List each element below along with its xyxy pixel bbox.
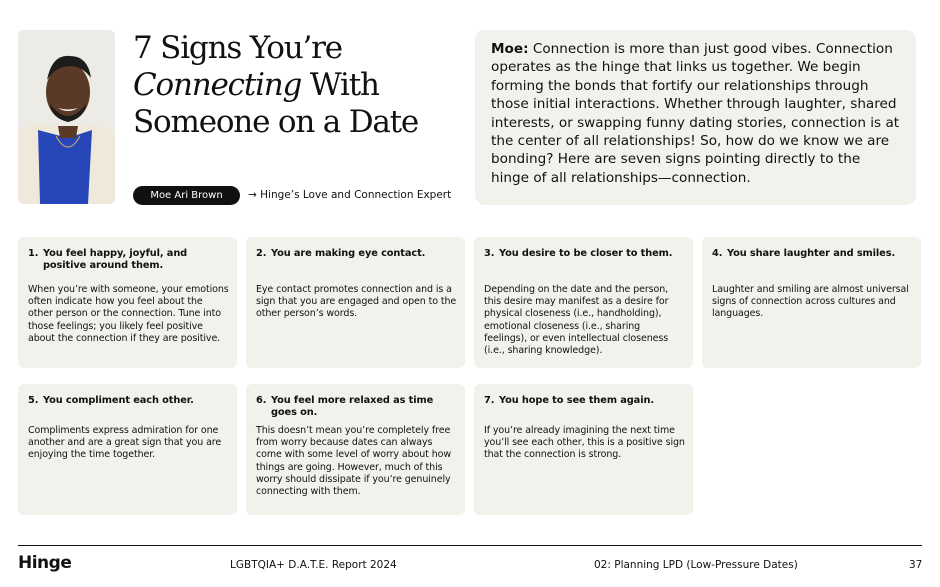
sign-heading xyxy=(256,395,455,420)
sign-body: Depending on the date and the person, this desire may manifest as a desire for physical closeness (i.e., handholding), emotional closeness (i.e., sharing feelings), or even intellectual closeness (i.e., sharing knowledge). xyxy=(484,284,669,357)
sign-number: 5. xyxy=(28,395,39,406)
title-line-2 xyxy=(133,67,463,104)
sign-number: 3. xyxy=(484,248,495,259)
sign-heading xyxy=(484,248,683,260)
page-number: 37 xyxy=(909,559,923,571)
sign-body: If you’re already imagining the next time you’ll see each other, this is a positive sign that the connection is strong. xyxy=(484,425,685,461)
title-line-2-rest: With xyxy=(301,67,379,103)
sign-body: Laughter and smiling are almost universal signs of connection across cultures and languages. xyxy=(712,284,909,320)
author-role: → Hinge’s Love and Connection Expert xyxy=(248,189,452,201)
title-line-3: Someone on a Date xyxy=(133,104,419,140)
sign-card-3 xyxy=(474,237,693,368)
quote-text: Connection is more than just good vibes. Connection operates as the hinge that links us together. We begin forming the bonds that fortify our relationships through those initial interactions. Whether through laughter, shared interests, or swapping funny dating stories, connection is at the center of all relationships! So, how do we know we are bonding? Here are seven signs pointing directly to the hinge of all relationships—connection. xyxy=(491,41,900,186)
sign-card-4 xyxy=(702,237,921,368)
hinge-logo: Hinge xyxy=(18,553,72,573)
sign-card-1 xyxy=(18,237,237,368)
sign-card-5 xyxy=(18,384,237,515)
sign-heading xyxy=(484,395,683,407)
sign-card-2 xyxy=(246,237,465,368)
sign-title: You feel happy, joyful, and positive around them. xyxy=(43,248,188,272)
sign-number: 4. xyxy=(712,248,723,259)
sign-card-7 xyxy=(474,384,693,515)
author-portrait-image xyxy=(18,30,115,204)
title-italic-word: Connecting xyxy=(133,67,302,103)
sign-heading xyxy=(256,248,455,260)
sign-title: You are making eye contact. xyxy=(271,248,426,259)
sign-heading xyxy=(28,248,227,273)
sign-title: You feel more relaxed as time goes on. xyxy=(271,395,434,419)
sign-title: You share laughter and smiles. xyxy=(727,248,896,259)
intro-quote xyxy=(475,30,916,205)
sign-body: When you’re with someone, your emotions often indicate how you feel about the other person or the connection. Tune into those feelings; you likely feel positive about the connection if they are positive. xyxy=(28,284,229,344)
sign-number: 6. xyxy=(256,395,267,406)
sign-body: Compliments express admiration for one another and are a great sign that you are enjoying the time together. xyxy=(28,425,222,461)
sign-heading xyxy=(712,248,911,260)
title-line-1: 7 Signs You’re xyxy=(133,30,342,66)
sign-number: 1. xyxy=(28,248,39,259)
sign-title: You hope to see them again. xyxy=(499,395,654,406)
author-photo xyxy=(18,30,115,204)
sign-body: This doesn’t mean you’re completely free from worry because dates can always come with some level of worry about how things are going. However, much of this worry should dissipate if you’re genuinely connecting with them. xyxy=(256,425,451,498)
quote-speaker: Moe: xyxy=(491,41,529,57)
sign-number: 7. xyxy=(484,395,495,406)
sign-title: You compliment each other. xyxy=(43,395,194,406)
sign-heading xyxy=(28,395,227,407)
sign-number: 2. xyxy=(256,248,267,259)
author-name-badge: Moe Ari Brown xyxy=(133,186,240,205)
page-title xyxy=(133,30,463,141)
footer-section: 02: Planning LPD (Low-Pressure Dates) xyxy=(594,559,798,571)
sign-card-6 xyxy=(246,384,465,515)
sign-title: You desire to be closer to them. xyxy=(499,248,673,259)
sign-body: Eye contact promotes connection and is a sign that you are engaged and open to the other person’s words. xyxy=(256,284,457,320)
footer-report-title: LGBTQIA+ D.A.T.E. Report 2024 xyxy=(230,559,397,571)
footer-divider xyxy=(18,545,922,546)
